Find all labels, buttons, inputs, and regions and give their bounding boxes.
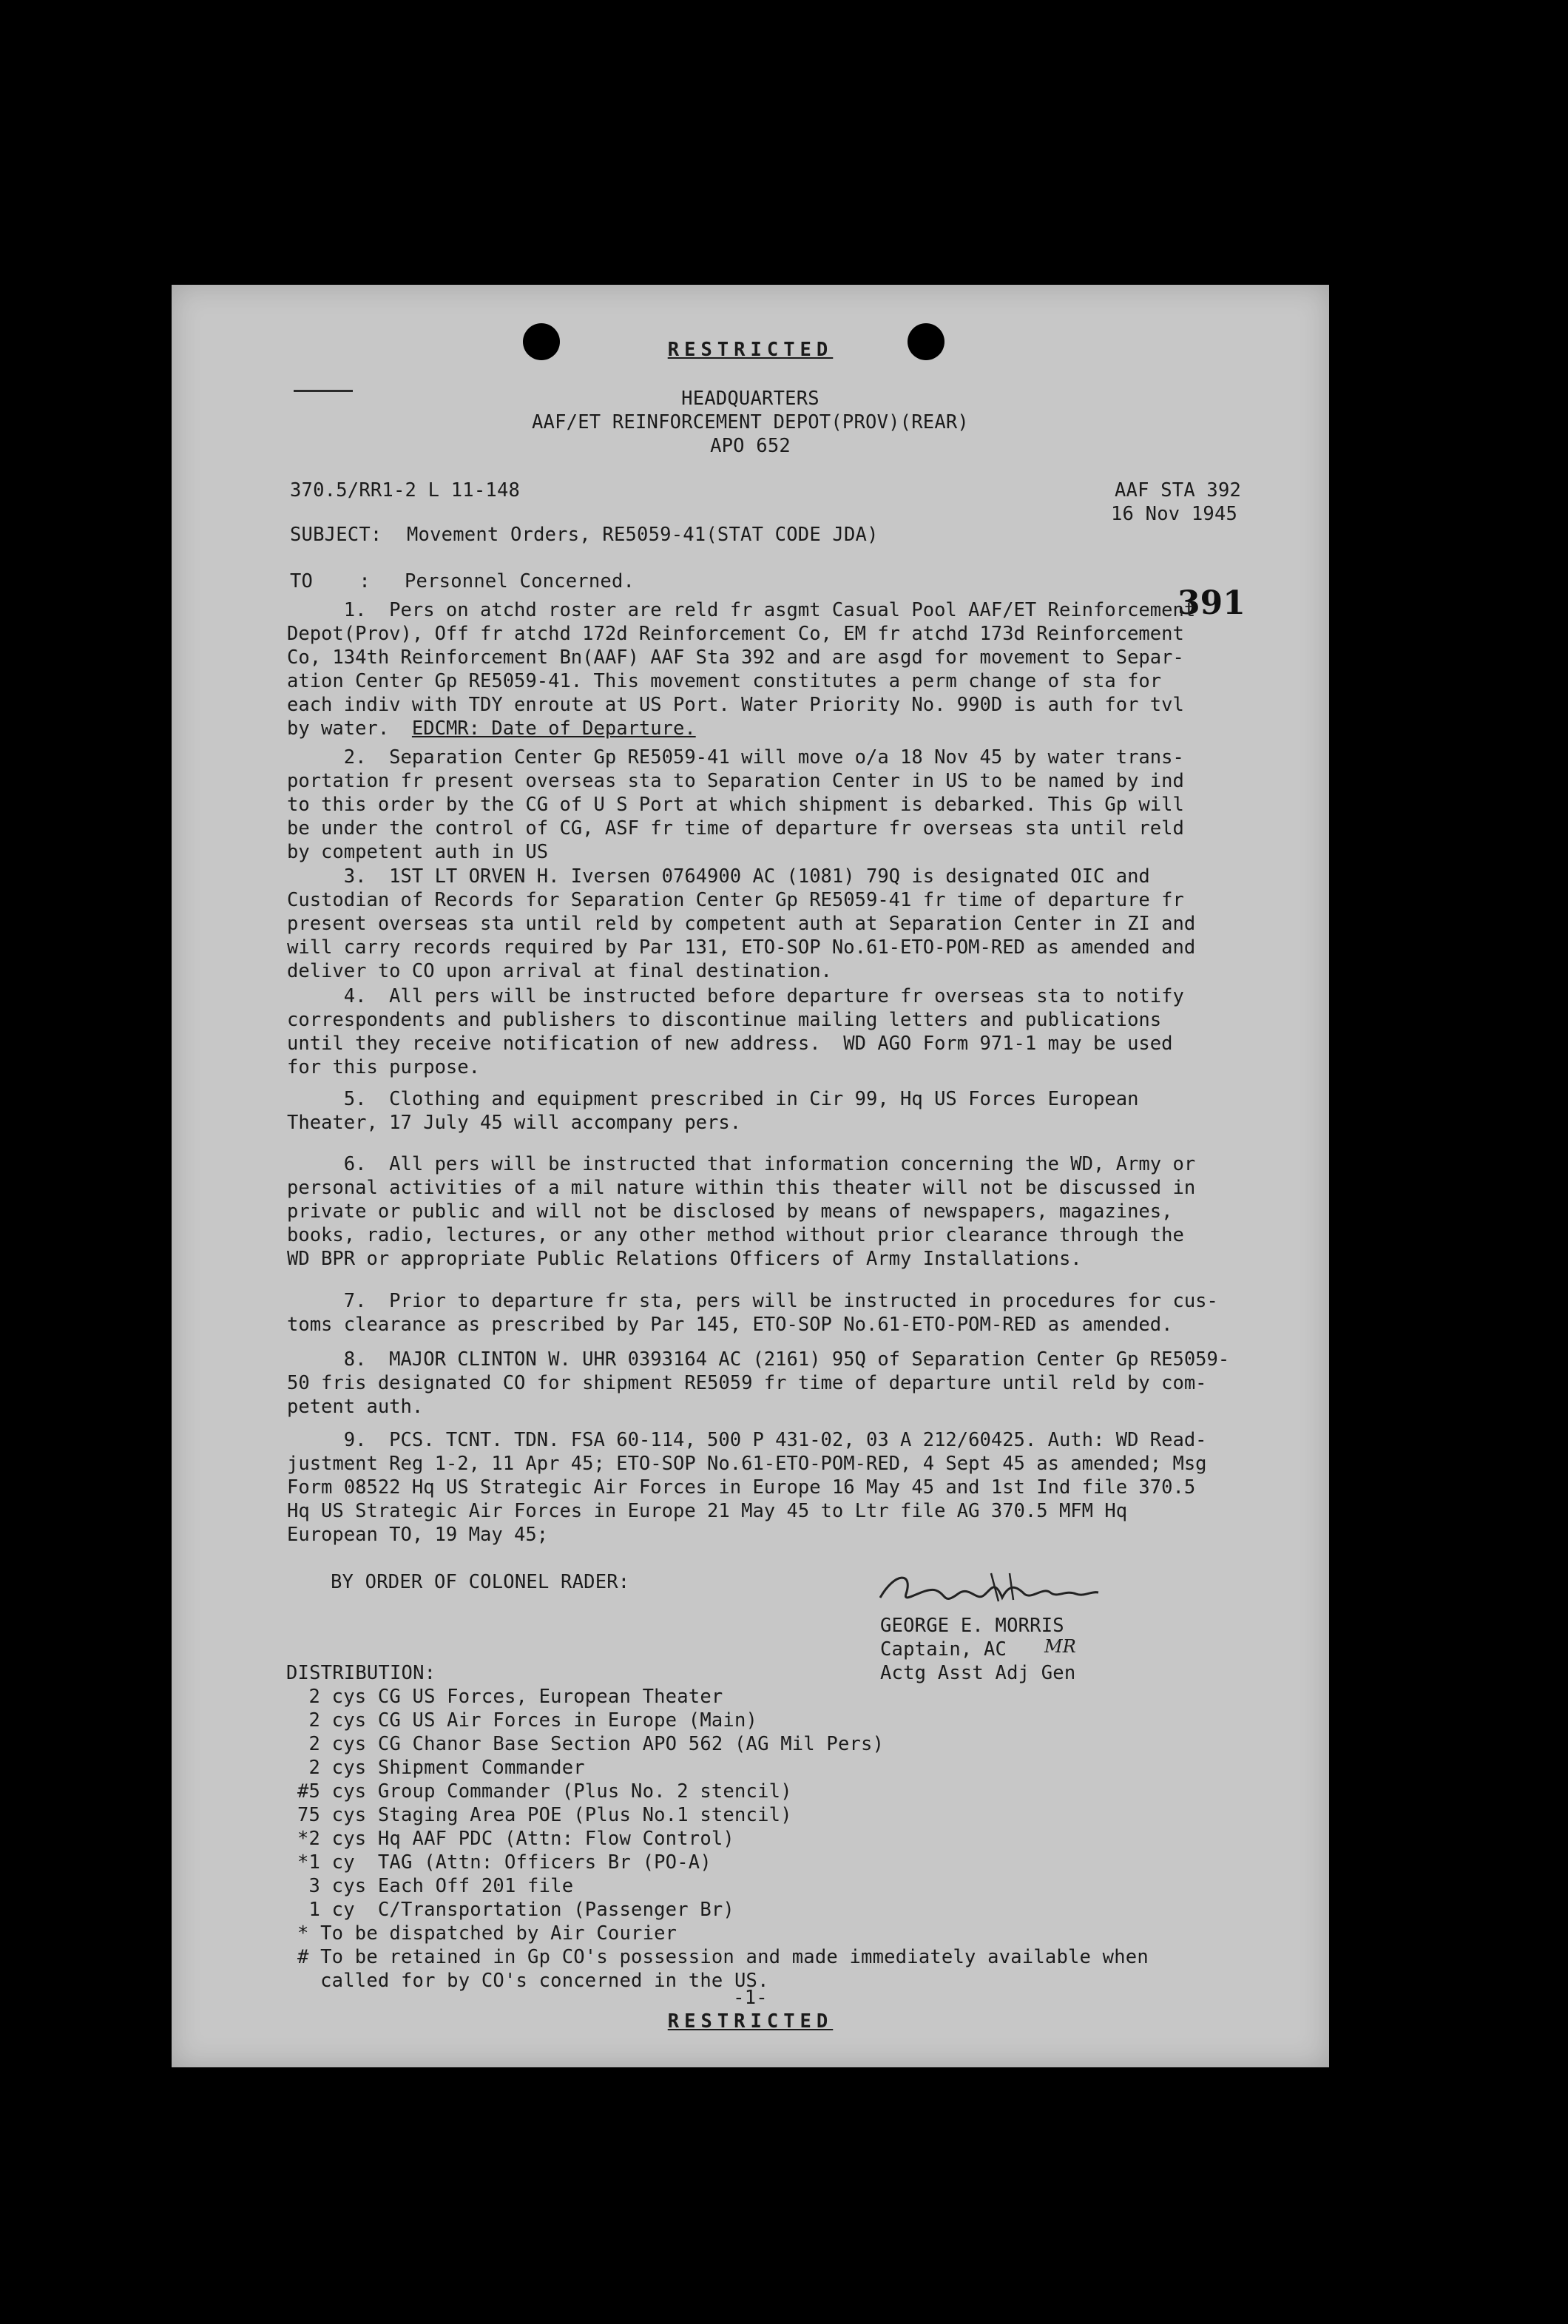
- paragraph-line: 6. All pers will be instructed that information concerning the WD, Army or: [287, 1153, 1196, 1175]
- distribution-label: DISTRIBUTION:: [286, 1662, 436, 1684]
- distribution-item: 2 cys CG US Forces, European Theater: [297, 1686, 723, 1708]
- paragraph-line: 1. Pers on atchd roster are reld fr asgmt Casual Pool AAF/ET Reinforcement: [287, 599, 1196, 621]
- paragraph-line: books, radio, lectures, or any other method without prior clearance through the: [287, 1224, 1184, 1246]
- footnote: * To be dispatched by Air Courier: [297, 1922, 677, 1945]
- paragraph-line: portation fr present overseas sta to Separation Center in US to be named by ind: [287, 770, 1184, 792]
- paragraph-line: until they receive notification of new address. WD AGO Form 971-1 may be used: [287, 1033, 1173, 1055]
- signer-rank: Captain, AC: [880, 1638, 1007, 1661]
- paragraph-line: Co, 134th Reinforcement Bn(AAF) AAF Sta 392 and are asgd for movement to Separ-: [287, 646, 1184, 669]
- paragraph-line: 5. Clothing and equipment prescribed in Cir 99, Hq US Forces European: [287, 1088, 1139, 1110]
- page-stamp-number: 391: [1177, 584, 1246, 622]
- document-page: [172, 285, 1329, 2067]
- paragraph-line: 7. Prior to departure fr sta, pers will be instructed in procedures for cus-: [287, 1290, 1218, 1312]
- file-reference: 370.5/RR1-2 L 11-148: [290, 479, 521, 501]
- distribution-item: 3 cys Each Off 201 file: [297, 1875, 574, 1897]
- header-line-1: HEADQUARTERS: [681, 388, 820, 410]
- paragraph-line: Depot(Prov), Off fr atchd 172d Reinforcement Co, EM fr atchd 173d Reinforcement: [287, 623, 1184, 645]
- paragraph-3: [287, 865, 1263, 983]
- date: 16 Nov 1945: [1111, 503, 1238, 525]
- paragraph-line: be under the control of CG, ASF fr time of departure fr overseas sta until reld: [287, 817, 1184, 840]
- paragraph-line: Custodian of Records for Separation Center Gp RE5059-41 fr time of departure fr: [287, 889, 1184, 911]
- paragraph-line: correspondents and publishers to discontinue mailing letters and publications: [287, 1009, 1162, 1031]
- subject-label: SUBJECT:: [290, 524, 382, 546]
- paragraph-line: private or public and will not be disclosed by means of newspapers, magazines,: [287, 1200, 1173, 1223]
- paragraph-5: [287, 1087, 1263, 1135]
- paragraph-line: justment Reg 1-2, 11 Apr 45; ETO-SOP No.61-ETO-POM-RED, 4 Sept 45 as amended; Msg: [287, 1453, 1207, 1475]
- distribution-item: 2 cys CG Chanor Base Section APO 562 (AG Mil Pers): [297, 1733, 885, 1755]
- by-order-line: BY ORDER OF COLONEL RADER:: [331, 1571, 630, 1593]
- signer-name: GEORGE E. MORRIS: [880, 1615, 1064, 1637]
- distribution-item: 1 cy C/Transportation (Passenger Br): [297, 1899, 734, 1921]
- subject: Movement Orders, RE5059-41(STAT CODE JDA): [407, 524, 879, 546]
- page-number: -1-: [733, 1987, 768, 2009]
- classification-top: RESTRICTED: [667, 339, 834, 361]
- header-line-2: AAF/ET REINFORCEMENT DEPOT(PROV)(REAR): [532, 411, 969, 433]
- paragraph-line: Form 08522 Hq US Strategic Air Forces in Europe 16 May 45 and 1st Ind file 370.5: [287, 1476, 1196, 1499]
- paragraph-4: [287, 984, 1263, 1079]
- paragraph-line: European TO, 19 May 45;: [287, 1524, 549, 1546]
- paragraph-line: 2. Separation Center Gp RE5059-41 will move o/a 18 Nov 45 by water trans-: [287, 746, 1184, 769]
- paragraph-line: WD BPR or appropriate Public Relations Officers of Army Installations.: [287, 1248, 1082, 1270]
- distribution-item: 2 cys CG US Air Forces in Europe (Main): [297, 1709, 758, 1732]
- paragraph-line: to this order by the CG of U S Port at which shipment is debarked. This Gp will: [287, 794, 1184, 816]
- paragraph-line: 4. All pers will be instructed before departure fr overseas sta to notify: [287, 985, 1184, 1007]
- paragraph-2: [287, 746, 1263, 864]
- paragraph-line: petent auth.: [287, 1396, 424, 1418]
- paragraph-line: [287, 717, 1263, 740]
- paragraph-line: for this purpose.: [287, 1056, 480, 1078]
- paragraph-1: [287, 598, 1263, 740]
- to-label: TO :: [290, 570, 371, 592]
- to-recipient: Personnel Concerned.: [405, 570, 635, 592]
- signer-title: Actg Asst Adj Gen: [880, 1662, 1076, 1684]
- paragraph-line: Theater, 17 July 45 will accompany pers.: [287, 1112, 742, 1134]
- paragraph-line: by competent auth in US: [287, 841, 549, 863]
- paragraph-line: ation Center Gp RE5059-41. This movement constitutes a perm change of sta for: [287, 670, 1162, 692]
- paragraph-line: 3. 1ST LT ORVEN H. Iversen 0764900 AC (1081) 79Q is designated OIC and: [287, 865, 1150, 888]
- classification-bottom: RESTRICTED: [667, 2010, 834, 2033]
- distribution-item: 75 cys Staging Area POE (Plus No.1 stencil): [297, 1804, 792, 1826]
- paragraph-line: 50 fris designated CO for shipment RE5059 fr time of departure until reld by com-: [287, 1372, 1207, 1394]
- distribution-item: *1 cy TAG (Attn: Officers Br (PO-A): [297, 1851, 712, 1874]
- paragraph-line: deliver to CO upon arrival at final destination.: [287, 960, 832, 982]
- paragraph-line: 8. MAJOR CLINTON W. UHR 0393164 AC (2161) 95Q of Separation Center Gp RE5059-: [287, 1348, 1230, 1371]
- paragraph-9: [287, 1428, 1263, 1547]
- paragraph-text: by water.: [287, 717, 390, 740]
- paragraph-line: will carry records required by Par 131, ETO-SOP No.61-ETO-POM-RED as amended and: [287, 936, 1196, 959]
- paragraph-7: [287, 1289, 1263, 1337]
- footnote: # To be retained in Gp CO's possession and made immediately available when: [297, 1946, 1149, 1968]
- paragraph-line: present overseas sta until reld by competent auth at Separation Center in ZI and: [287, 913, 1196, 935]
- paragraph-line: toms clearance as prescribed by Par 145, ETO-SOP No.61-ETO-POM-RED as amended.: [287, 1314, 1173, 1336]
- handwritten-signature: [873, 1564, 1109, 1616]
- signer-initials: MR: [1044, 1636, 1077, 1657]
- station: AAF STA 392: [1115, 479, 1242, 501]
- paragraph-line: personal activities of a mil nature within this theater will not be discussed in: [287, 1177, 1196, 1199]
- distribution-item: #5 cys Group Commander (Plus No. 2 stencil): [297, 1780, 792, 1803]
- edcmr-note: EDCMR: Date of Departure.: [411, 717, 696, 740]
- distribution-item: 2 cys Shipment Commander: [297, 1757, 585, 1779]
- paragraph-6: [287, 1152, 1263, 1271]
- distribution-item: *2 cys Hq AAF PDC (Attn: Flow Control): [297, 1828, 734, 1850]
- footnote: called for by CO's concerned in the US.: [297, 1970, 769, 1992]
- paragraph-8: [287, 1348, 1263, 1419]
- paragraph-line: 9. PCS. TCNT. TDN. FSA 60-114, 500 P 431-02, 03 A 212/60425. Auth: WD Read-: [287, 1429, 1207, 1451]
- header-line-3: APO 652: [710, 435, 791, 457]
- paragraph-line: each indiv with TDY enroute at US Port. Water Priority No. 990D is auth for tvl: [287, 694, 1184, 716]
- paragraph-line: Hq US Strategic Air Forces in Europe 21 May 45 to Ltr file AG 370.5 MFM Hq: [287, 1500, 1128, 1522]
